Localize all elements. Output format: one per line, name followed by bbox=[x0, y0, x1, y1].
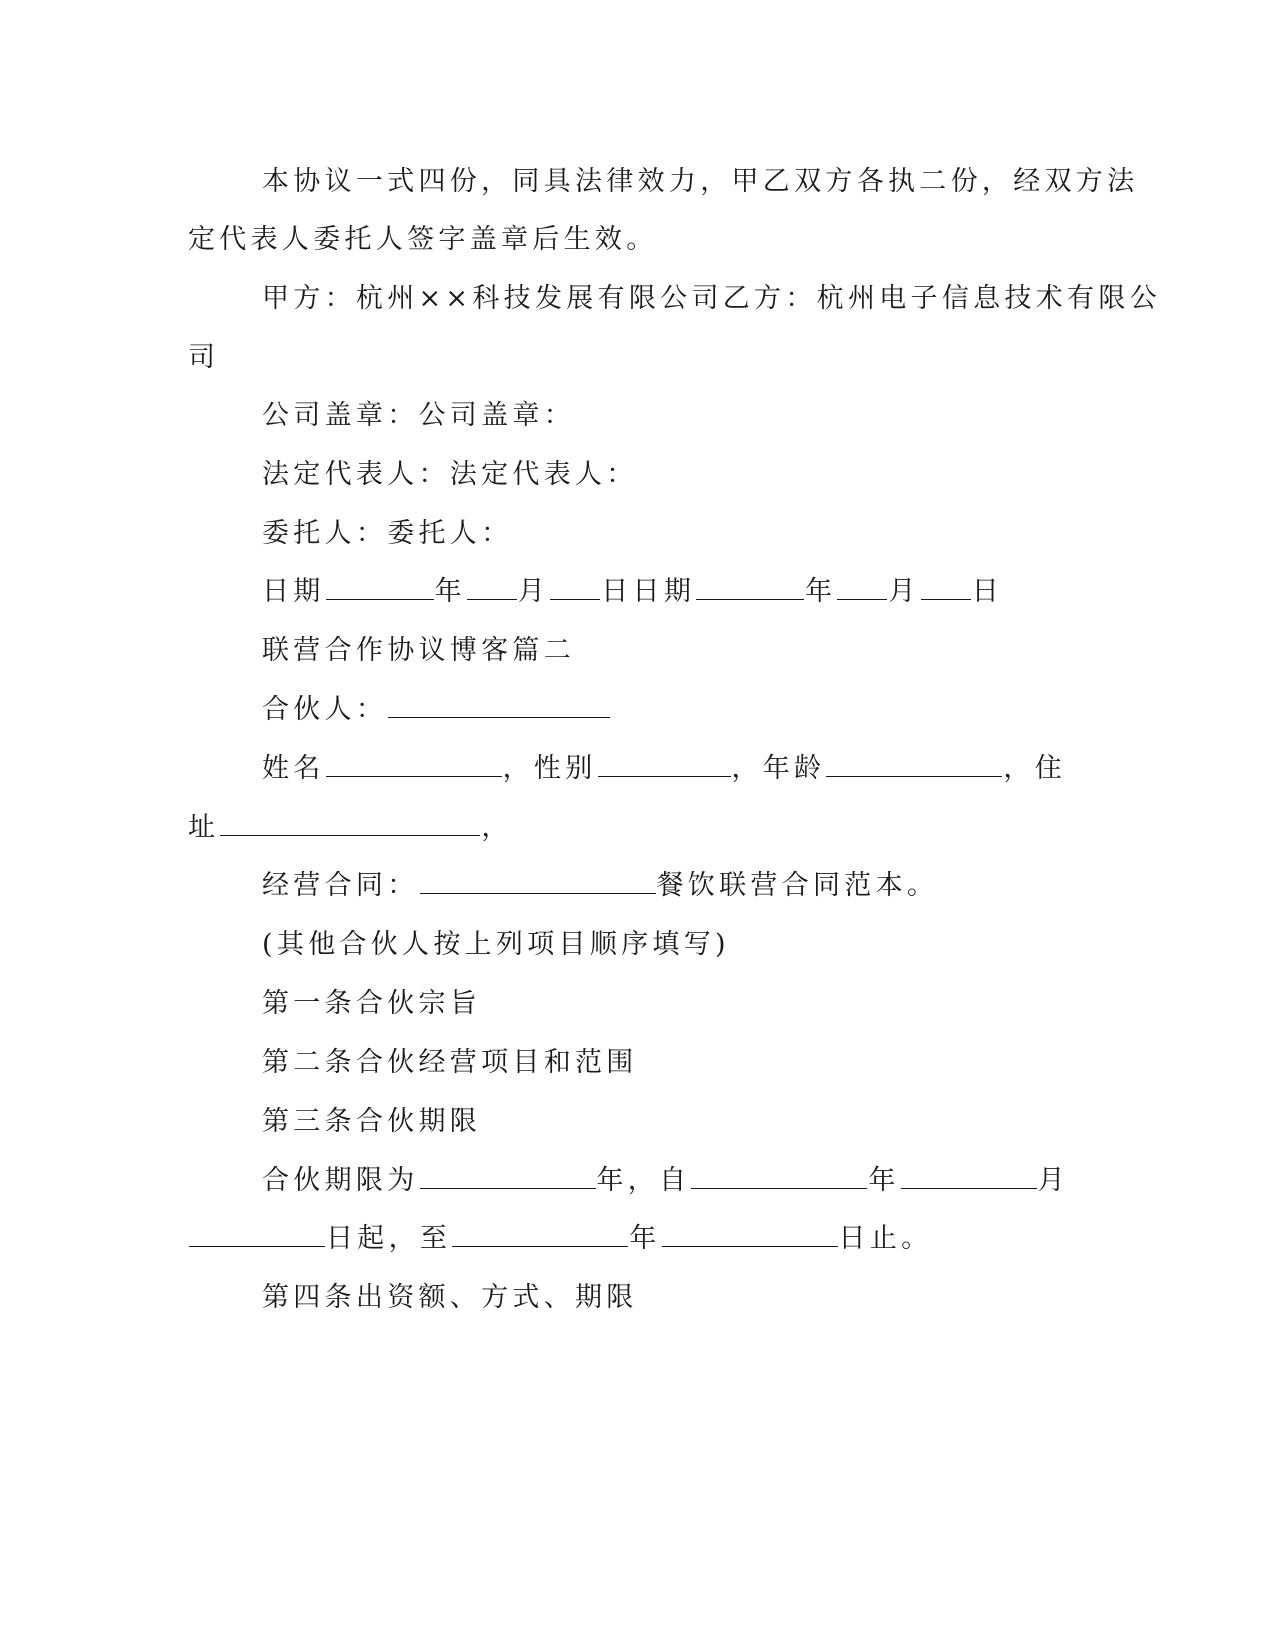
address-label-cont: 址 bbox=[188, 812, 220, 843]
term-label: 合伙期限为 bbox=[262, 1165, 419, 1196]
year-label-a: 年 bbox=[434, 576, 466, 607]
year-blank-a bbox=[326, 572, 434, 600]
term-line-cont bbox=[188, 1219, 932, 1259]
contract-label: 经营合同： bbox=[262, 870, 419, 901]
partner-blank bbox=[388, 690, 610, 718]
address-line bbox=[188, 808, 513, 848]
month-blank-b bbox=[837, 572, 887, 600]
contract-text: 餐饮联营合同范本。 bbox=[656, 870, 939, 901]
end-year-label: 年 bbox=[629, 1223, 661, 1254]
gender-blank bbox=[598, 749, 731, 777]
legal-rep-line: 法定代表人：法定代表人： bbox=[262, 459, 638, 490]
partners-note: (其他合伙人按上列项目顺序填写) bbox=[262, 929, 730, 960]
seal-line: 公司盖章：公司盖章： bbox=[262, 400, 575, 431]
article-3: 第三条合伙期限 bbox=[262, 1106, 482, 1137]
term-to-label: 日起，至 bbox=[326, 1223, 452, 1254]
address-comma: ， bbox=[481, 812, 513, 843]
day-blank-b bbox=[921, 572, 971, 600]
article-4: 第四条出资额、方式、期限 bbox=[262, 1282, 638, 1313]
end-year-blank bbox=[452, 1219, 628, 1247]
start-year-blank bbox=[691, 1161, 867, 1189]
date-line bbox=[262, 572, 1003, 612]
end-day-label: 日止。 bbox=[838, 1223, 933, 1254]
name-label: 姓名 bbox=[262, 753, 325, 784]
start-day-blank bbox=[189, 1219, 325, 1247]
name-blank bbox=[326, 749, 502, 777]
section-heading: 联营合作协议博客篇二 bbox=[262, 635, 575, 666]
contract-blank bbox=[420, 866, 656, 894]
year-blank-b bbox=[696, 572, 804, 600]
age-label: ，年龄 bbox=[731, 753, 826, 784]
agent-line: 委托人：委托人： bbox=[262, 518, 513, 549]
address-blank bbox=[220, 808, 480, 836]
term-years-blank bbox=[420, 1161, 596, 1189]
start-month-blank bbox=[901, 1161, 1037, 1189]
address-label: ，住 bbox=[1003, 753, 1067, 784]
term-line bbox=[262, 1161, 1069, 1201]
start-month-label: 月 bbox=[1037, 1165, 1070, 1196]
gender-label: ，性别 bbox=[502, 753, 597, 784]
month-label-b: 月 bbox=[888, 576, 920, 607]
article-1: 第一条合伙宗旨 bbox=[262, 988, 482, 1019]
start-year-label: 年 bbox=[868, 1165, 900, 1196]
end-day-blank bbox=[662, 1219, 838, 1247]
paragraph-copies: 本协议一式四份，同具法律效力，甲乙双方各执二份，经双方法 bbox=[262, 166, 1139, 197]
partner-line bbox=[262, 690, 611, 730]
day-blank-a bbox=[550, 572, 600, 600]
contract-line bbox=[262, 866, 938, 906]
date-label-a: 日期 bbox=[262, 576, 325, 607]
article-2: 第二条合伙经营项目和范围 bbox=[262, 1047, 638, 1078]
month-label-a: 月 bbox=[517, 576, 550, 607]
term-from-label: 年，自 bbox=[596, 1165, 691, 1196]
year-label-b: 年 bbox=[805, 576, 837, 607]
parties-line: 甲方：杭州××科技发展有限公司乙方：杭州电子信息技术有限公 bbox=[262, 283, 1161, 314]
age-blank bbox=[826, 749, 1002, 777]
parties-line-cont: 司 bbox=[188, 342, 220, 373]
info-line bbox=[262, 749, 1066, 789]
paragraph-copies-cont: 定代表人委托人签字盖章后生效。 bbox=[188, 224, 658, 255]
day-label-a: 日日期 bbox=[601, 576, 696, 607]
day-label-b: 日 bbox=[971, 576, 1004, 607]
month-blank-a bbox=[467, 572, 517, 600]
partner-label: 合伙人： bbox=[262, 694, 388, 725]
